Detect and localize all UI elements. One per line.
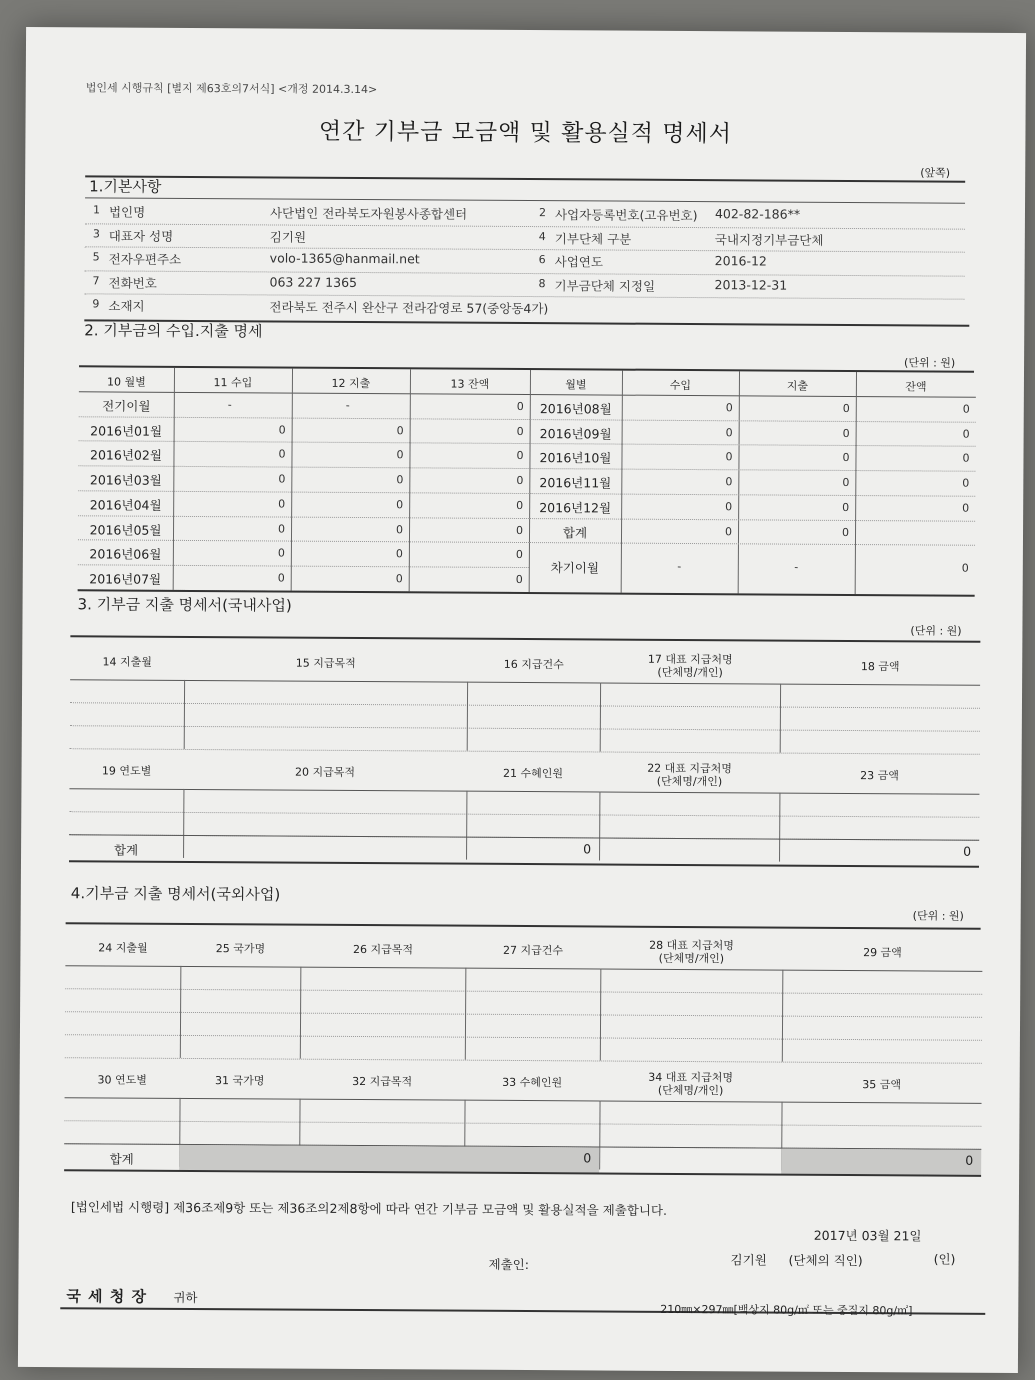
amount-cell: 0 xyxy=(842,476,850,490)
field-value: 전라북도 전주시 완산구 전라감영로 57(중앙동4가) xyxy=(269,299,549,317)
column-header: 16 지급건수 xyxy=(503,657,564,672)
amount-cell: 0 xyxy=(725,450,733,464)
month-cell: 2016년01월 xyxy=(90,423,163,439)
submission-date: 2017년 03월 21일 xyxy=(813,1227,922,1244)
submitter-label: 제출인: xyxy=(488,1256,530,1273)
column-header: 32 지급목적 xyxy=(352,1074,413,1089)
column-header: 10 월별 xyxy=(107,375,146,389)
field-value: 2016-12 xyxy=(714,253,767,269)
row-divider xyxy=(85,246,965,253)
field-label: 소재지 xyxy=(108,298,145,314)
amount-cell: 0 xyxy=(725,475,733,489)
field-value: 김기원 xyxy=(269,228,307,245)
row-divider xyxy=(79,441,530,446)
addressee: 국 세 청 장 xyxy=(66,1287,148,1306)
row-divider xyxy=(65,1057,982,1065)
submitter-role: (단체의 직인) xyxy=(788,1252,863,1269)
seal-mark: (인) xyxy=(933,1251,956,1267)
total-count: 0 xyxy=(583,1150,592,1166)
carry-balance: 0 xyxy=(961,561,969,575)
item-number: 9 xyxy=(92,297,100,311)
column-header-sub: (단체명/개인) xyxy=(658,951,725,966)
column-header: 14 지출월 xyxy=(102,655,152,669)
month-cell: 2016년08월 xyxy=(539,401,612,417)
column-divider xyxy=(600,682,601,751)
column-header: 18 금액 xyxy=(860,660,900,674)
submission-statement: [법인세법 시행령] 제36조제9항 또는 제36조의2제8항에 따라 연간 기부금 모금액 및 활용실적을 제출합니다. xyxy=(70,1199,668,1218)
amount-cell: 0 xyxy=(396,498,404,512)
amount-cell: 0 xyxy=(962,402,970,416)
amount-cell: 0 xyxy=(962,452,970,466)
amount-cell: 0 xyxy=(278,447,286,461)
form-reference: 법인세 시행규칙 [별지 제63호의7서식] <개정 2014.3.14> xyxy=(85,81,378,97)
row-divider xyxy=(70,702,980,710)
amount-cell: 0 xyxy=(395,547,403,561)
amount-cell: 0 xyxy=(516,399,524,414)
column-divider xyxy=(780,684,781,753)
amount-cell: - xyxy=(227,398,232,412)
item-number: 6 xyxy=(538,253,546,267)
amount-cell: 0 xyxy=(278,497,286,511)
item-number: 8 xyxy=(538,276,546,290)
amount-cell: 0 xyxy=(278,423,286,437)
section2-heading: 2. 기부금의 수입.지출 명세 xyxy=(84,321,263,341)
amount-cell: 0 xyxy=(516,474,524,488)
amount-cell: 0 xyxy=(396,473,404,487)
amount-cell: 0 xyxy=(277,571,285,585)
item-number: 1 xyxy=(92,203,101,217)
column-header: 20 지급목적 xyxy=(295,765,356,779)
amount-cell: 0 xyxy=(962,501,970,515)
column-header: 17 대표 지급처명 xyxy=(647,652,733,667)
total-divider xyxy=(69,834,979,841)
addressee-suffix: 귀하 xyxy=(173,1289,198,1306)
row-divider xyxy=(78,465,529,470)
field-value: 402-82-186** xyxy=(714,206,801,222)
amount-cell: 0 xyxy=(842,451,850,465)
item-number: 4 xyxy=(538,229,546,243)
row-divider xyxy=(85,270,965,277)
item-number: 7 xyxy=(92,273,100,287)
column-header: 25 국가명 xyxy=(215,942,266,956)
row-divider xyxy=(78,515,529,520)
amount-cell: 0 xyxy=(516,449,524,463)
column-header: 29 금액 xyxy=(863,946,902,960)
amount-cell: 0 xyxy=(515,523,524,537)
column-header: 26 지급목적 xyxy=(352,942,414,957)
amount-cell: 0 xyxy=(962,476,970,490)
column-divider xyxy=(599,791,600,860)
column-header-sub: (단체명/개인) xyxy=(657,1083,724,1098)
month-cell: 2016년02월 xyxy=(90,447,162,464)
amount-cell: 0 xyxy=(278,522,286,536)
column-header: 30 연도별 xyxy=(97,1073,147,1087)
row-divider xyxy=(85,223,965,230)
row-divider xyxy=(65,988,982,996)
amount-cell: 0 xyxy=(842,426,850,440)
month-cell: 2016년09월 xyxy=(539,425,612,442)
column-divider xyxy=(183,789,184,858)
row-divider xyxy=(65,1034,982,1042)
item-number: 3 xyxy=(92,226,100,240)
field-label: 기부금단체 지정일 xyxy=(554,277,656,294)
header-divider xyxy=(65,965,982,972)
column-divider xyxy=(184,680,185,749)
field-value: 국내지정기부금단체 xyxy=(714,231,824,248)
section4-heading: 4.기부금 지출 명세서(국외사업) xyxy=(70,884,281,904)
row-divider xyxy=(78,490,529,495)
month-cell: 2016년03월 xyxy=(89,472,162,488)
header-divider xyxy=(69,788,979,795)
amount-cell: 0 xyxy=(396,522,404,536)
row-divider xyxy=(529,542,975,547)
amount-cell: 0 xyxy=(515,548,523,562)
row-divider xyxy=(529,468,975,473)
column-header: 월별 xyxy=(565,378,587,392)
row-divider xyxy=(530,443,976,448)
amount-cell: 0 xyxy=(841,525,850,539)
row-divider xyxy=(529,518,975,523)
submitter-name: 김기원 xyxy=(730,1252,767,1268)
form-paper xyxy=(18,27,1026,1373)
amount-cell: 0 xyxy=(396,423,404,437)
field-value: 사단법인 전라북도자원봉사종합센터 xyxy=(269,205,468,222)
month-cell: 합계 xyxy=(562,524,588,540)
column-header: 33 수혜인원 xyxy=(502,1075,563,1090)
column-header: 24 지출월 xyxy=(98,941,148,955)
month-cell: 2016년07월 xyxy=(89,571,162,587)
row-divider xyxy=(70,748,980,756)
amount-cell: 0 xyxy=(962,427,970,441)
row-divider xyxy=(65,1011,982,1019)
header-divider xyxy=(70,679,980,686)
amount-cell: 0 xyxy=(842,500,850,514)
amount-cell: 0 xyxy=(516,498,524,512)
amount-cell xyxy=(855,526,969,527)
field-label: 대표자 성명 xyxy=(108,227,174,244)
column-divider xyxy=(467,682,468,751)
amount-cell: 0 xyxy=(277,546,285,560)
column-header: 34 대표 지급처명 xyxy=(648,1070,734,1085)
total-label: 합계 xyxy=(109,1151,134,1167)
column-header: 22 대표 지급처명 xyxy=(647,761,732,776)
row-divider xyxy=(79,416,530,421)
field-label: 전자우편주소 xyxy=(108,251,182,267)
total-count: 0 xyxy=(583,841,592,857)
section1-heading: 1.기본사항 xyxy=(89,177,162,196)
column-header: 11 수입 xyxy=(213,376,253,390)
field-label: 법인명 xyxy=(108,204,146,220)
carry-forward-label: 차기이월 xyxy=(550,560,600,576)
month-cell: 전기이월 xyxy=(102,398,151,414)
column-header-sub: (단체명/개인) xyxy=(656,774,723,789)
item-number: 5 xyxy=(92,250,100,264)
section-bottom-line xyxy=(69,860,979,868)
amount-cell: 0 xyxy=(725,500,733,514)
field-value: volo-1365@hanmail.net xyxy=(269,250,420,267)
column-header: 수입 xyxy=(669,378,692,393)
amount-cell: - xyxy=(345,398,350,412)
amount-cell: 0 xyxy=(396,448,404,462)
row-divider xyxy=(70,725,980,733)
month-cell: 2016년06월 xyxy=(89,546,162,562)
section3-heading: 3. 기부금 지출 명세서(국내사업) xyxy=(77,595,292,615)
column-header: 28 대표 지급처명 xyxy=(649,938,734,953)
amount-cell: 0 xyxy=(725,425,733,439)
field-label: 기부단체 구분 xyxy=(554,230,632,247)
month-cell: 2016년10월 xyxy=(539,450,612,466)
column-header: 23 금액 xyxy=(860,769,899,783)
amount-cell: 0 xyxy=(516,424,524,438)
total-amount: 0 xyxy=(965,1152,974,1168)
amount-cell: 0 xyxy=(515,572,523,586)
column-header: 15 지급목적 xyxy=(295,656,356,670)
column-header-sub: (단체명/개인) xyxy=(657,665,723,680)
header-divider xyxy=(65,1097,982,1104)
column-header: 지출 xyxy=(786,379,809,393)
row-divider xyxy=(529,493,975,498)
amount-cell: 0 xyxy=(842,401,850,415)
carry-expense: - xyxy=(794,560,799,574)
column-header: 35 금액 xyxy=(862,1078,902,1092)
month-cell: 2016년11월 xyxy=(539,475,612,491)
field-label: 전화번호 xyxy=(108,274,157,291)
column-header: 12 지출 xyxy=(331,376,371,391)
column-header: 27 지급건수 xyxy=(502,943,564,958)
amount-cell: 0 xyxy=(725,401,733,415)
item-number: 2 xyxy=(538,206,547,220)
amount-cell: 0 xyxy=(724,524,733,538)
month-cell: 2016년04월 xyxy=(89,497,162,513)
section2-unit: (단위 : 원) xyxy=(904,356,956,370)
field-label: 사업자등록번호(고유번호) xyxy=(554,207,698,224)
column-header: 잔액 xyxy=(905,380,927,394)
row-divider xyxy=(78,564,529,569)
page-side: (앞쪽) xyxy=(920,166,951,180)
field-value: 063 227 1365 xyxy=(269,273,358,290)
field-label: 사업연도 xyxy=(554,254,604,270)
form-title: 연간 기부금 모금액 및 활용실적 명세서 xyxy=(318,118,733,148)
row-divider xyxy=(64,1120,981,1128)
row-divider xyxy=(530,419,976,424)
row-divider xyxy=(78,539,529,544)
paper-spec: 210㎜×297㎜[백상지 80g/㎡ 또는 중질지 80g/㎡] xyxy=(660,1302,913,1318)
section3-unit: (단위 : 원) xyxy=(910,624,962,638)
month-cell: 2016년12월 xyxy=(539,499,612,516)
total-label: 합계 xyxy=(113,842,139,858)
column-header: 19 연도별 xyxy=(101,764,152,778)
column-divider xyxy=(599,1100,600,1169)
section4-unit: (단위 : 원) xyxy=(912,909,964,923)
amount-cell: 0 xyxy=(278,472,286,486)
carry-income: - xyxy=(677,560,682,574)
field-value: 2013-12-31 xyxy=(714,276,788,293)
amount-cell: 0 xyxy=(395,572,403,586)
column-header: 13 잔액 xyxy=(450,377,490,391)
column-header: 31 국가명 xyxy=(214,1074,265,1088)
month-cell: 2016년05월 xyxy=(89,521,162,538)
row-divider xyxy=(69,811,979,819)
total-amount: 0 xyxy=(963,843,972,859)
column-header: 21 수혜인원 xyxy=(503,766,564,781)
